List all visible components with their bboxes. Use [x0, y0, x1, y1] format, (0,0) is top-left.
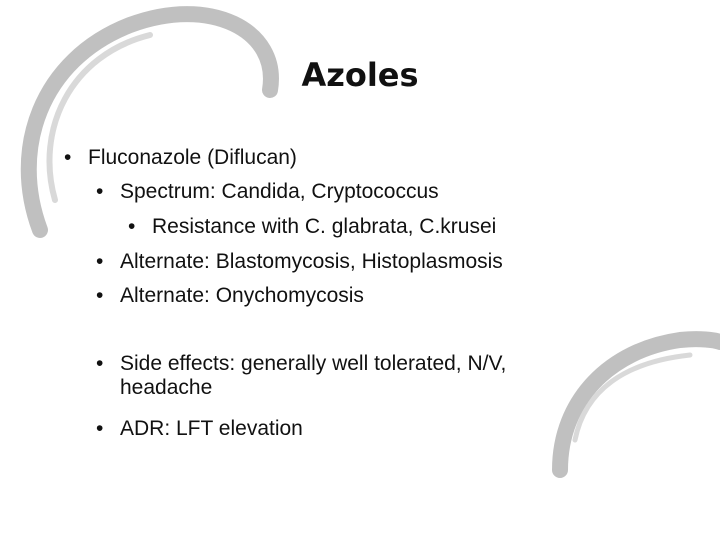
bullet-item	[64, 146, 297, 170]
bullet-text: Spectrum: Candida, Cryptococcus	[120, 180, 439, 203]
bullet-item	[96, 250, 503, 274]
bullet-icon: •	[64, 146, 72, 169]
bullet-text: ADR: LFT elevation	[120, 417, 303, 440]
bullet-item	[128, 215, 497, 239]
bullet-text: Resistance with C. glabrata, C.krusei	[152, 215, 497, 238]
brush-arc-small-inner	[575, 355, 690, 440]
bullet-text: Alternate: Onychomycosis	[120, 284, 364, 307]
brush-arc-small	[560, 339, 720, 470]
bullet-item	[96, 352, 507, 400]
bullet-icon: •	[96, 250, 104, 273]
bullet-item	[96, 180, 439, 204]
bullet-item	[96, 417, 303, 441]
bullet-text-line1: Side effects: generally well tolerated, N/V,	[120, 352, 507, 375]
bullet-icon: •	[96, 180, 104, 203]
bullet-icon: •	[96, 284, 104, 307]
bullet-text: Fluconazole (Diflucan)	[88, 146, 297, 169]
bullet-icon: •	[96, 352, 104, 375]
bullet-text: Alternate: Blastomycosis, Histoplasmosis	[120, 250, 503, 273]
bullet-icon: •	[128, 215, 136, 238]
bullet-item	[96, 284, 364, 308]
bullet-text-line2: headache	[120, 376, 213, 399]
slide-title: Azoles	[301, 56, 419, 94]
bullet-icon: •	[96, 417, 104, 440]
